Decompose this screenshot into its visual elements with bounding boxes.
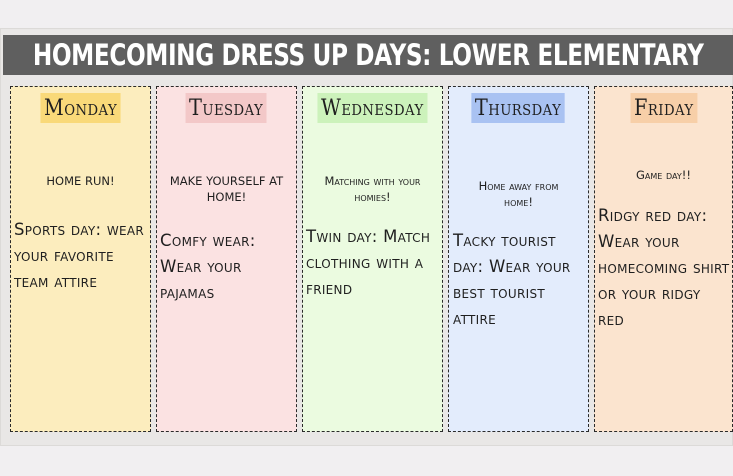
- day-column-friday: [594, 86, 733, 432]
- day-column-thursday: [448, 86, 589, 432]
- day-column-tuesday: [156, 86, 297, 432]
- description-tuesday: Comfy wear: Wear your pajamas: [160, 231, 256, 302]
- description-friday: Ridgy red day: Wear your homecoming shirt or your ridgy red: [598, 206, 730, 329]
- day-label-tuesday: Tuesday: [186, 93, 267, 123]
- theme-tuesday: MAKE YOURSELF AT HOME!: [169, 174, 284, 204]
- theme-friday: Game day!!: [636, 168, 691, 182]
- theme-thursday: Home away from home!: [478, 179, 559, 209]
- title-banner: [3, 35, 733, 75]
- poster-title: HOMECOMING DRESS UP DAYS: LOWER ELEMENTARY: [32, 38, 704, 72]
- description-monday: Sports day: wear your favorite team attire: [14, 220, 145, 291]
- day-label-wednesday: Wednesday: [318, 93, 428, 123]
- day-label-friday: Friday: [630, 93, 697, 123]
- theme-monday: HOME RUN!: [46, 174, 115, 188]
- day-column-wednesday: [302, 86, 443, 432]
- day-label-thursday: Thursday: [472, 93, 565, 123]
- description-thursday: Tacky tourist day: Wear your best tourist attire: [453, 231, 571, 328]
- day-label-monday: Monday: [40, 93, 120, 123]
- day-column-monday: [10, 86, 151, 432]
- theme-wednesday: Matching with your homies!: [324, 174, 421, 204]
- description-wednesday: Twin day: Match clothing with a friend: [306, 227, 431, 298]
